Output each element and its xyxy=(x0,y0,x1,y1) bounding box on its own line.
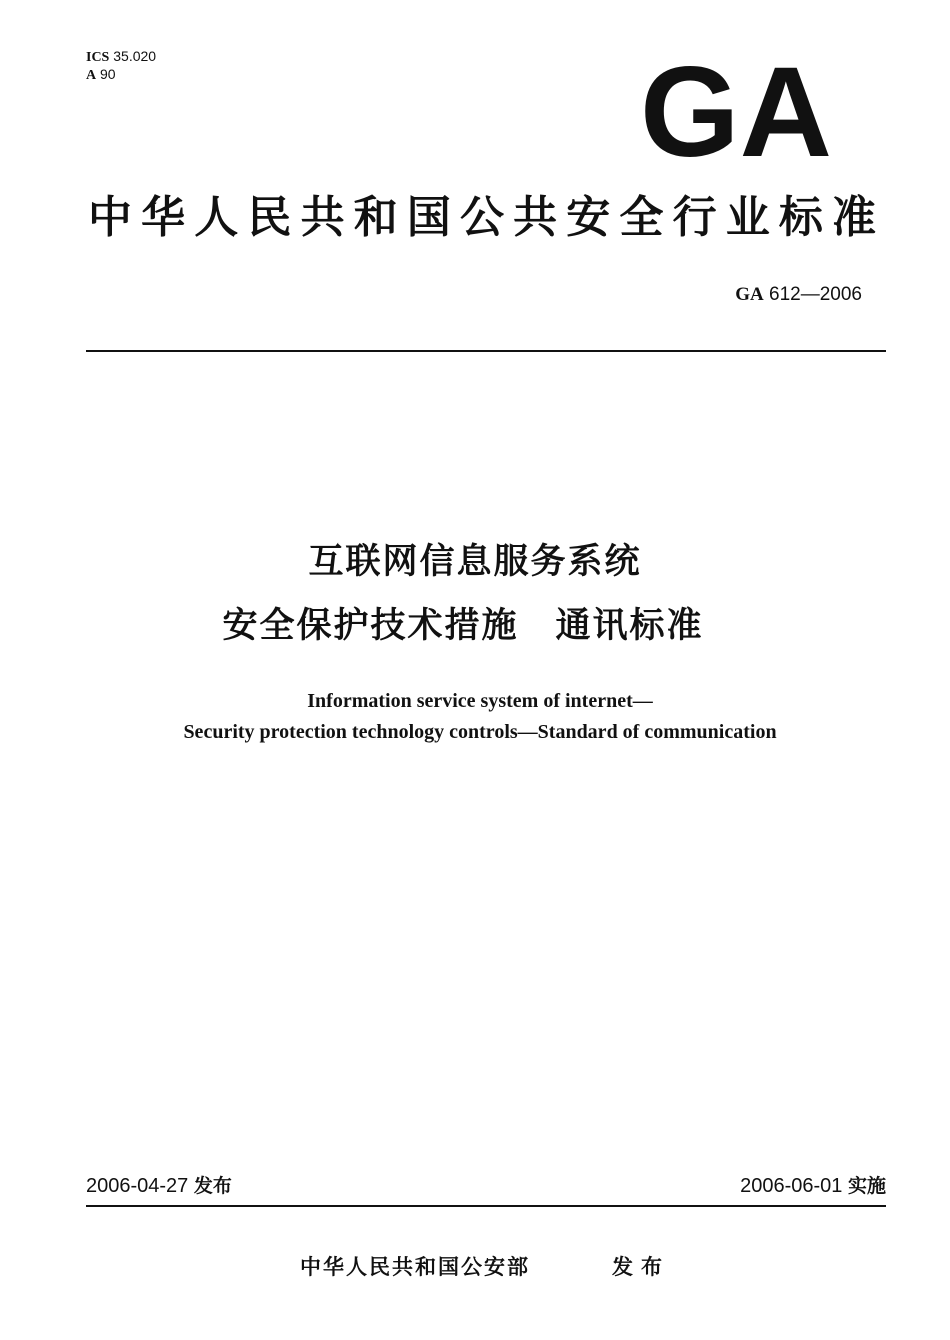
standard-number-value: 612—2006 xyxy=(769,284,862,305)
publisher-name: 中华人民共和国公安部 xyxy=(300,1255,530,1279)
standard-number xyxy=(735,284,862,306)
ccs-label: A xyxy=(86,68,97,83)
issue-date-value: 2006-04-27 xyxy=(86,1175,189,1197)
standard-category: 中华人民共和国公共安全行业标准 xyxy=(88,192,878,243)
ics-code xyxy=(86,48,156,66)
en-title-line1: Information service system of internet— xyxy=(307,690,653,712)
ics-label: ICS xyxy=(86,50,110,65)
cn-title-line2: 安全保护技术措施 通讯标准 xyxy=(222,606,704,646)
en-title-line2: Security protection technology controls—Standard of communication xyxy=(183,721,777,743)
bottom-divider xyxy=(86,1205,886,1207)
classification-codes xyxy=(86,48,156,84)
ccs-value: 90 xyxy=(100,66,116,82)
standard-number-prefix: GA xyxy=(735,284,764,305)
ga-logo-text: GA xyxy=(640,56,832,158)
implement-date xyxy=(740,1174,886,1198)
issue-date-label: 发布 xyxy=(193,1175,232,1197)
publisher-verb: 发布 xyxy=(612,1255,670,1279)
implement-date-value: 2006-06-01 xyxy=(740,1175,843,1197)
ga-logo xyxy=(640,56,832,158)
implement-date-label: 实施 xyxy=(847,1175,886,1197)
ics-value: 35.020 xyxy=(113,48,157,64)
top-divider xyxy=(86,350,886,352)
cn-title-line1: 互联网信息服务系统 xyxy=(308,542,642,582)
ccs-code xyxy=(86,66,156,84)
issue-date xyxy=(86,1174,232,1198)
